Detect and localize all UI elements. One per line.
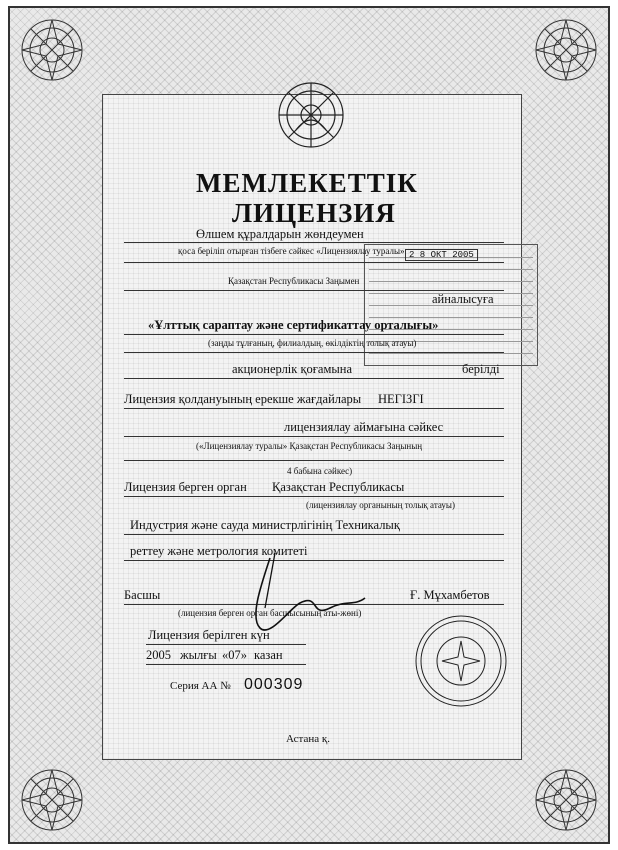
ornament-bottom-left: [12, 760, 92, 840]
issuer-hint: (лицензиялау органының толық атауы): [306, 500, 455, 510]
head-name: Ғ. Мұхамбетов: [410, 588, 490, 602]
ornament-top-right: [526, 10, 606, 90]
issue-day: «07»: [222, 648, 247, 662]
head-hint: (лицензия берген орган басшысының аты-жөні): [178, 608, 362, 618]
issue-year-word: жылғы: [180, 648, 217, 662]
issuer-line1: Индустрия және сауда министрлігінің Техникалық: [130, 518, 400, 532]
recipient-form: акционерлік қоғамына: [232, 362, 353, 376]
issue-month: казан: [254, 648, 283, 662]
ornament-top-left: [12, 10, 92, 90]
recipient-given: берілді: [462, 362, 500, 376]
serial-number: 000309: [244, 676, 304, 693]
official-round-stamp: [414, 614, 508, 708]
conditions-value: НЕГІЗГІ: [378, 392, 424, 406]
recipient-name: «Ұлттық сараптау және сертификаттау орталығы»: [148, 318, 439, 332]
conditions-line2: лицензиялау аймағына сәйкес: [284, 420, 444, 434]
activity-law: Қазақстан Республикасы Заңымен: [228, 276, 360, 286]
state-emblem-icon: [276, 80, 346, 150]
head-label: Басшы: [124, 588, 161, 602]
place: Астана қ.: [286, 733, 330, 745]
recipient-hint: (заңды тұлғаның, филиалдың, өкілдіктің толық атауы): [208, 338, 417, 348]
document-title: МЕМЛЕКЕТТІК: [196, 168, 418, 198]
activity-hint: қоса беріліп отырған тізбеге сәйкес «Лицензиялау туралы»: [178, 246, 405, 256]
conditions-label: Лицензия қолдануының ерекше жағдайлары: [124, 392, 362, 406]
ornament-bottom-right: [526, 760, 606, 840]
issue-year: 2005: [146, 648, 171, 662]
issuer-label: Лицензия берген орган: [124, 480, 247, 494]
serial-label: Серия АА №: [170, 680, 231, 692]
document-subtitle: ЛИЦЕНЗИЯ: [232, 198, 396, 228]
conditions-hint: («Лицензиялау туралы» Қазақстан Республикасы Заңының: [196, 441, 423, 451]
issuer-line2: реттеу және метрология комитеті: [130, 544, 308, 558]
issuer-value: Қазақстан Республикасы: [272, 480, 405, 494]
conditions-hint2: 4 бабына сәйкес): [287, 466, 353, 476]
activity-text: Өлшем құралдарын жөндеумен: [196, 227, 364, 241]
activity-suffix: айналысуға: [432, 292, 494, 306]
stamp-date: 2 8 ОКТ 2005: [405, 249, 478, 261]
issue-label: Лицензия берілген күн: [148, 628, 270, 642]
